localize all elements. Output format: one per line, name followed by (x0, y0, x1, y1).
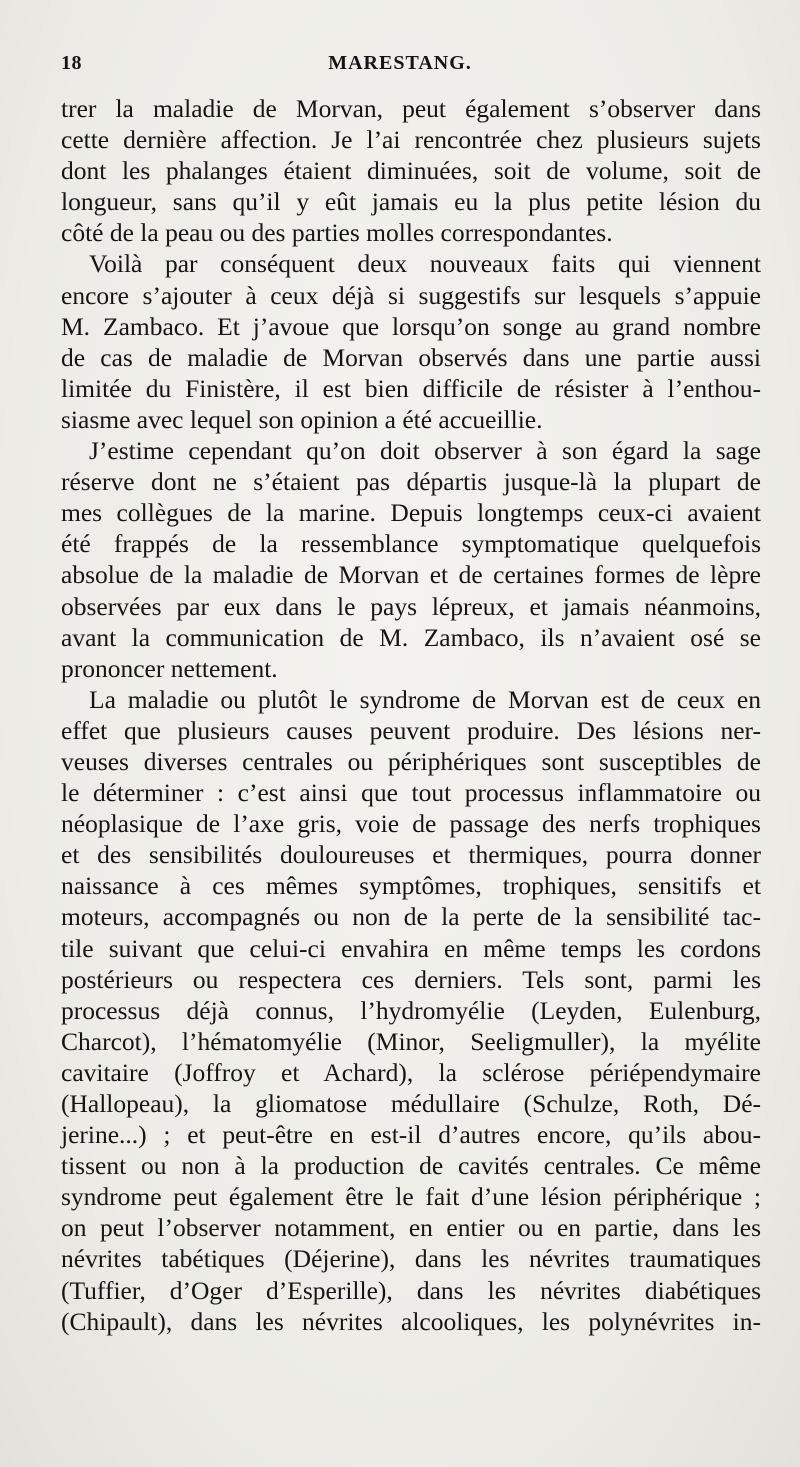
text-line: été frappés de la ressemblance symptomatique quelquefois (61, 529, 761, 559)
text-line: Charcot), l’hématomyélie (Minor, Seeligmuller), la myélite (61, 1026, 761, 1056)
text-line: absolue de la maladie de Morvan et de certaines formes de lèpre (61, 560, 761, 590)
text-line: cavitaire (Joffroy et Achard), la sclérose périépendymaire (61, 1057, 761, 1087)
text-line: encore s’ajouter à ceux déjà si suggestifs sur lesquels s’appuie (61, 280, 761, 310)
text-line: tissent ou non à la production de cavités centrales. Ce même (61, 1151, 761, 1181)
text-line: moteurs, accompagnés ou non de la perte de la sensibilité tac- (61, 902, 761, 932)
text-line: Voilà par conséquent deux nouveaux faits qui viennent (89, 249, 761, 279)
text-line: et des sensibilités douloureuses et thermiques, pourra donner (61, 840, 761, 870)
text-line: avant la communication de M. Zambaco, ils n’avaient osé se (61, 622, 761, 652)
text-line: siasme avec lequel son opinion a été accueillie. (61, 404, 543, 434)
text-line: le déterminer : c’est ainsi que tout processus inflammatoire ou (61, 778, 761, 808)
text-line: naissance à ces mêmes symptômes, trophiques, sensitifs et (61, 871, 761, 901)
text-line: de cas de maladie de Morvan observés dans une partie aussi (61, 342, 761, 372)
text-line: syndrome peut également être le fait d’une lésion périphérique ; (61, 1182, 761, 1212)
text-line: mes collègues de la marine. Depuis longtemps ceux-ci avaient (61, 498, 761, 528)
text-line: M. Zambaco. Et j’avoue que lorsqu’on songe au grand nombre (61, 311, 761, 341)
text-line: longueur, sans qu’il y eût jamais eu la plus petite lésion du (61, 187, 761, 217)
text-line: trer la maladie de Morvan, peut également s’observer dans (61, 94, 761, 123)
text-line: jerine...) ; et peut-être en est-il d’autres encore, qu’ils abou- (61, 1120, 761, 1150)
text-line: processus déjà connus, l’hydromyélie (Leyden, Eulenburg, (61, 995, 761, 1025)
text-line: côté de la peau ou des parties molles correspondantes. (61, 218, 613, 248)
text-line: on peut l’observer notamment, en entier ou en partie, dans les (61, 1213, 761, 1243)
text-line: (Hallopeau), la gliomatose médullaire (Schulze, Roth, Dé- (61, 1089, 761, 1118)
text-line: (Chipault), dans les névrites alcooliques, les polynévrites in- (61, 1306, 761, 1336)
text-line: cette dernière affection. Je l’ai rencontrée chez plusieurs sujets (61, 125, 761, 155)
text-line: effet que plusieurs causes peuvent produire. Des lésions ner- (61, 715, 761, 745)
text-line: postérieurs ou respectera ces derniers. Tels sont, parmi les (61, 964, 761, 994)
text-line: névrites tabétiques (Déjerine), dans les névrites traumatiques (61, 1244, 761, 1274)
body-text (61, 93, 761, 1337)
text-line: dont les phalanges étaient diminuées, soit de volume, soit de (61, 156, 761, 186)
text-line: (Tuffier, d’Oger d’Esperille), dans les névrites diabétiques (61, 1275, 761, 1305)
text-line: réserve dont ne s’étaient pas départis jusque-là la plupart de (61, 467, 761, 497)
text-line: La maladie ou plutôt le syndrome de Morvan est de ceux en (89, 684, 761, 714)
page-number: 18 (61, 52, 82, 74)
page-header (61, 52, 739, 80)
text-line: limitée du Finistère, il est bien difficile de résister à l’enthou- (61, 373, 761, 403)
text-line: observées par eux dans le pays lépreux, et jamais néanmoins, (61, 591, 761, 621)
text-line: prononcer nettement. (61, 653, 278, 683)
running-head: MARESTANG. (328, 52, 472, 74)
text-line: néoplasique de l’axe gris, voie de passage des nerfs trophiques (61, 809, 761, 839)
text-line: tile suivant que celui-ci envahira en même temps les cordons (61, 933, 761, 963)
text-line: veuses diverses centrales ou périphériques sont susceptibles de (61, 746, 761, 776)
text-line: J’estime cependant qu’on doit observer à son égard la sage (89, 436, 761, 466)
